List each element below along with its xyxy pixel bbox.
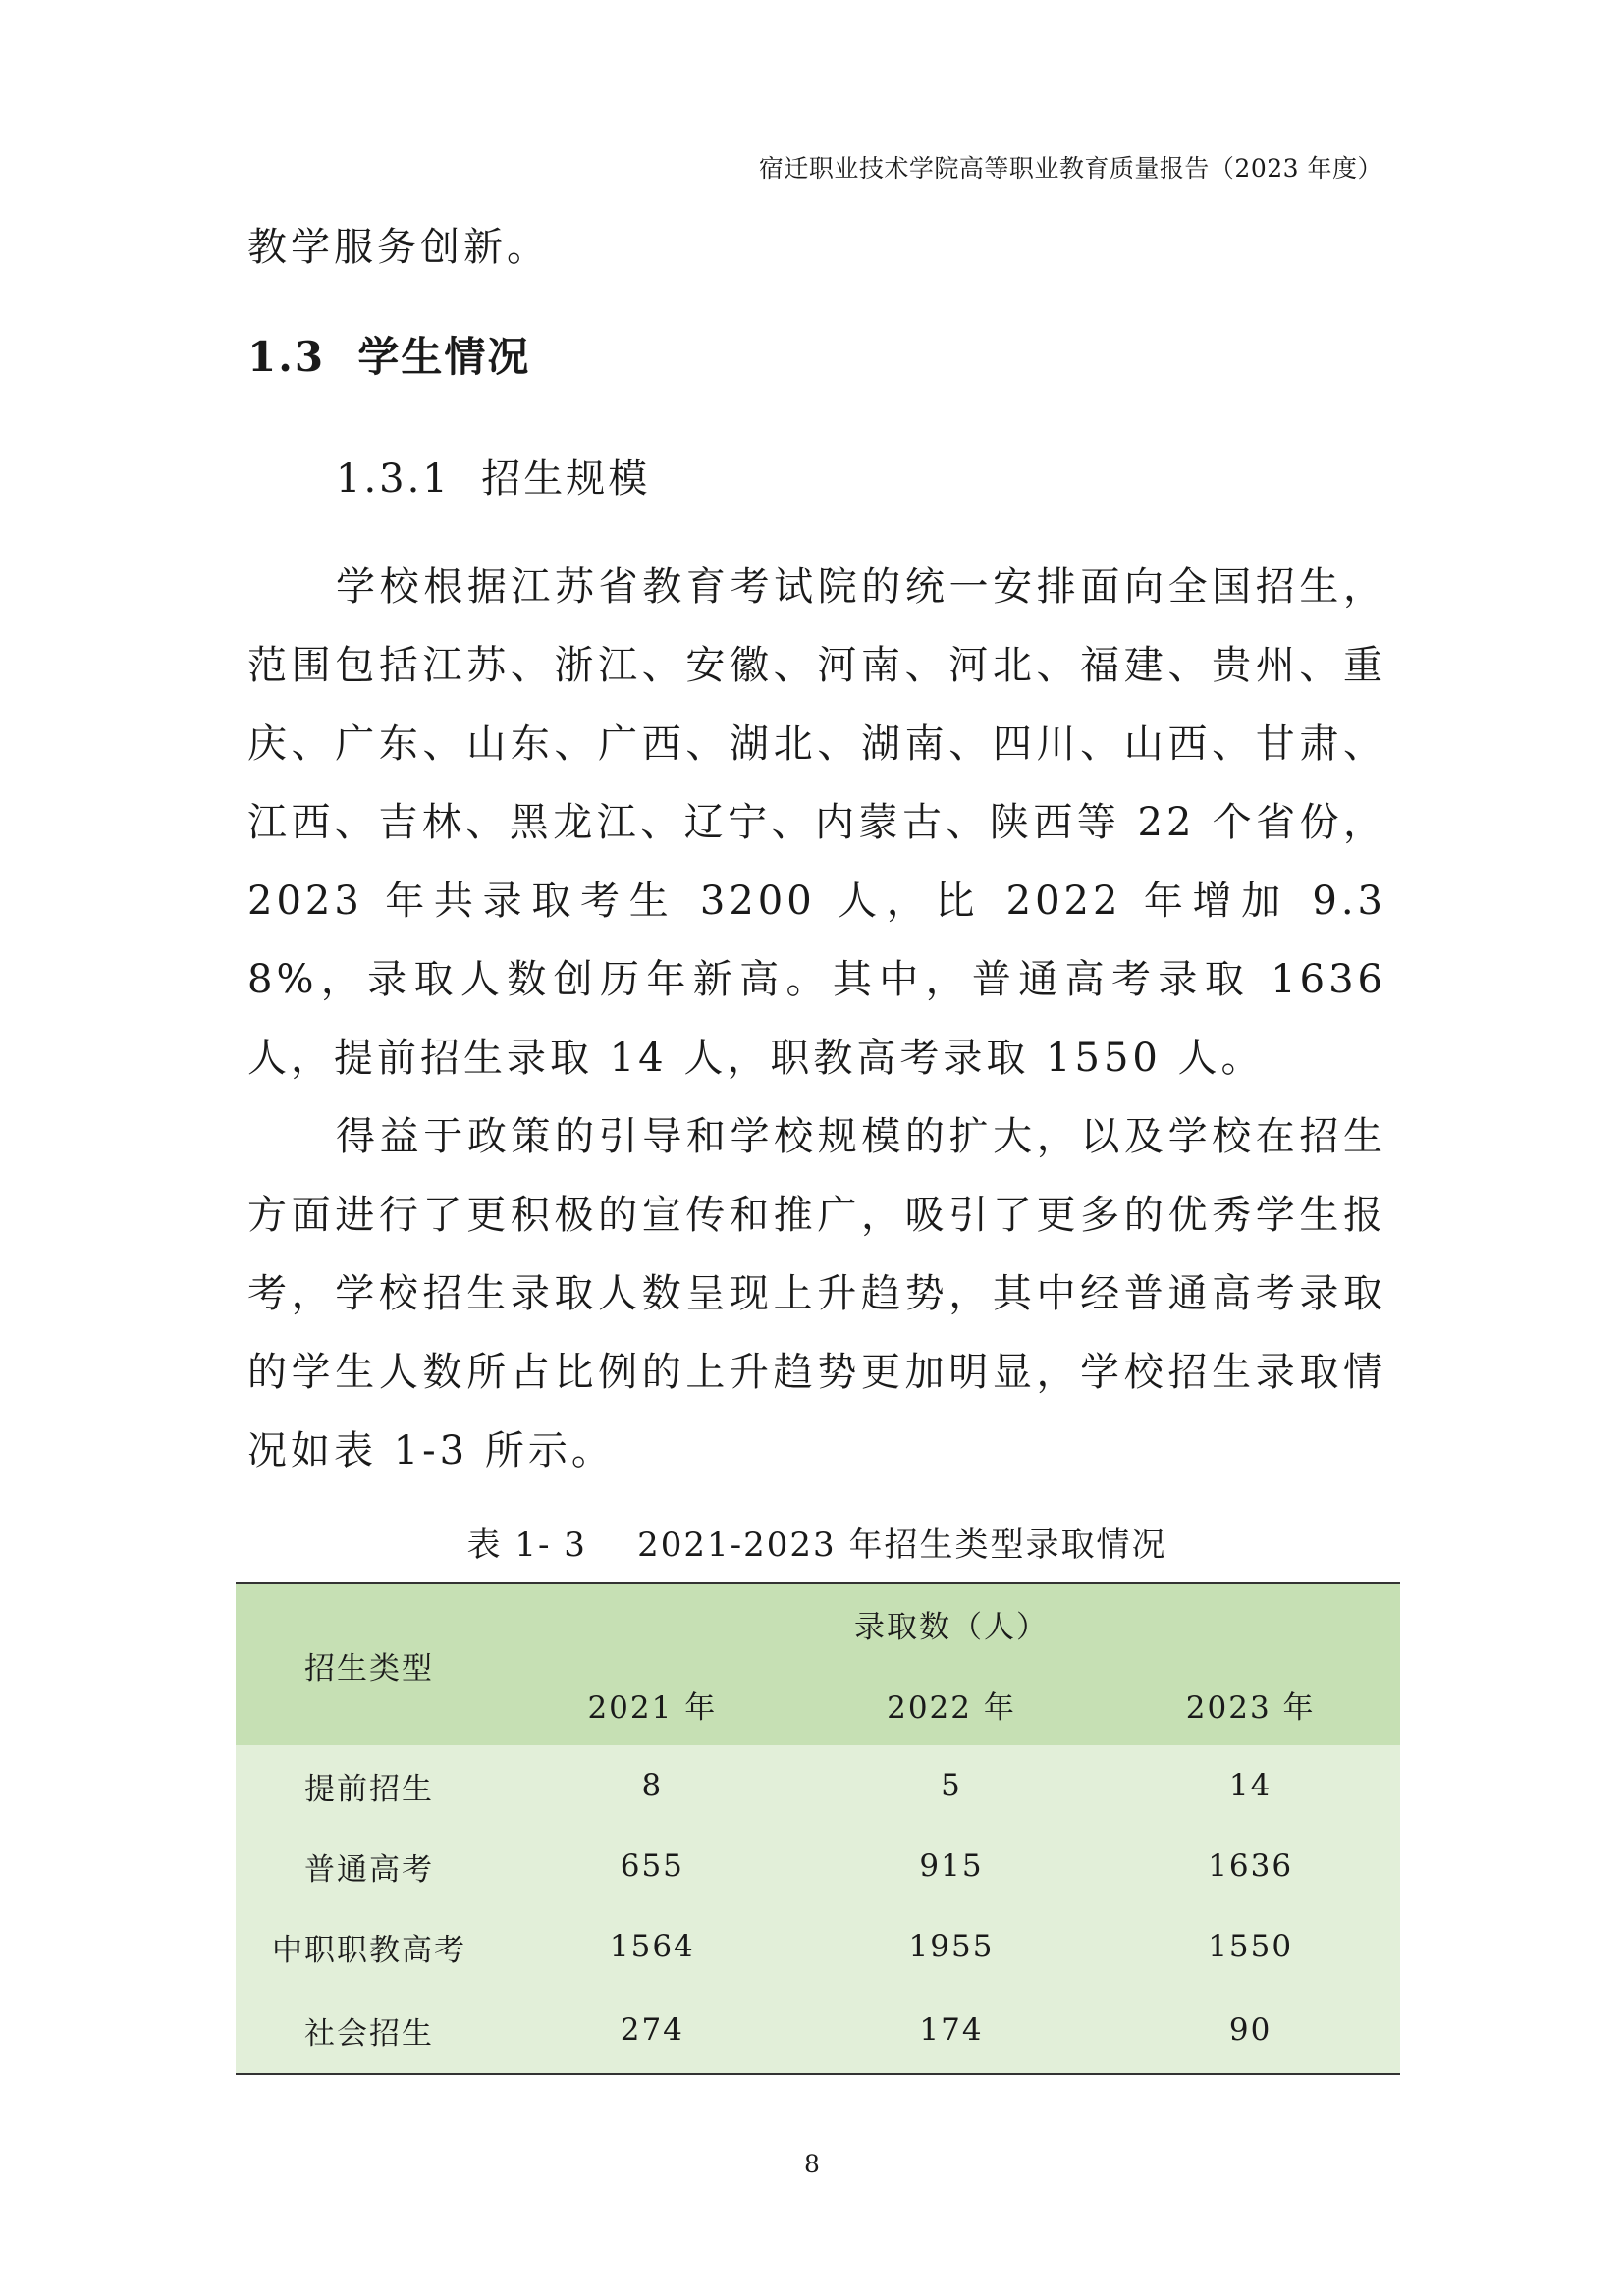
header-year-2022: 2022 年	[802, 1663, 1102, 1745]
row-type: 普通高考	[236, 1826, 503, 1906]
row-value: 1550	[1101, 1906, 1400, 1987]
intro-fragment: 教学服务创新。	[247, 225, 550, 270]
paragraph-enrollment-trend: 得益于政策的引导和学校规模的扩大，以及学校在招生方面进行了更积极的宣传和推广，吸引了更多的优秀学生报考，学校招生录取人数呈现上升趋势，其中经普通高考录取的学生人数所占比例的上升趋势更加明显，学校招生录取情况如表 1-3 所示。	[247, 1114, 1386, 1473]
table-row	[236, 1906, 1400, 1987]
row-value: 5	[802, 1745, 1102, 1826]
row-type: 中职职教高考	[236, 1906, 503, 1987]
table-row	[236, 1826, 1400, 1906]
row-value: 274	[503, 1987, 802, 2074]
header-year-2023: 2023 年	[1101, 1663, 1400, 1745]
section-title: 1.3 学生情况	[247, 333, 531, 381]
table-caption: 表 1- 3 2021-2023 年招生类型录取情况	[466, 1525, 1167, 1565]
header-year-2021: 2021 年	[503, 1663, 802, 1745]
row-value: 1636	[1101, 1826, 1400, 1906]
subsection-title: 1.3.1 招生规模	[336, 456, 651, 502]
row-value: 90	[1101, 1987, 1400, 2074]
table-row	[236, 1987, 1400, 2074]
row-value: 14	[1101, 1745, 1400, 1826]
row-value: 8	[503, 1745, 802, 1826]
table-header-row	[236, 1583, 1400, 1663]
row-value: 1564	[503, 1906, 802, 1987]
row-type: 提前招生	[236, 1745, 503, 1826]
row-value: 1955	[802, 1906, 1102, 1987]
paragraph-enrollment-scope: 学校根据江苏省教育考试院的统一安排面向全国招生，范围包括江苏、浙江、安徽、河南、河北、福建、贵州、重庆、广东、山东、广西、湖北、湖南、四川、山西、甘肃、江西、吉林、黑龙江、辽宁、内蒙古、陕西等 22 个省份，2023 年共录取考生 3200 人，比 2022 年增加 9.38%，录取人数创历年新高。其中，普通高考录取 1636 人，提前招生录取 14 人，职教高考录取 1550 人。	[247, 564, 1386, 1081]
enrollment-table	[236, 1582, 1400, 2075]
header-enrollment-type: 招生类型	[236, 1583, 503, 1745]
row-value: 915	[802, 1826, 1102, 1906]
table-row	[236, 1745, 1400, 1826]
row-value: 174	[802, 1987, 1102, 2074]
page-body	[247, 208, 1386, 1575]
header-admission-count: 录取数（人）	[503, 1583, 1400, 1663]
row-type: 社会招生	[236, 1987, 503, 2074]
running-header: 宿迁职业技术学院高等职业教育质量报告（2023 年度）	[758, 154, 1382, 183]
row-value: 655	[503, 1826, 802, 1906]
page-number: 8	[804, 2150, 820, 2178]
